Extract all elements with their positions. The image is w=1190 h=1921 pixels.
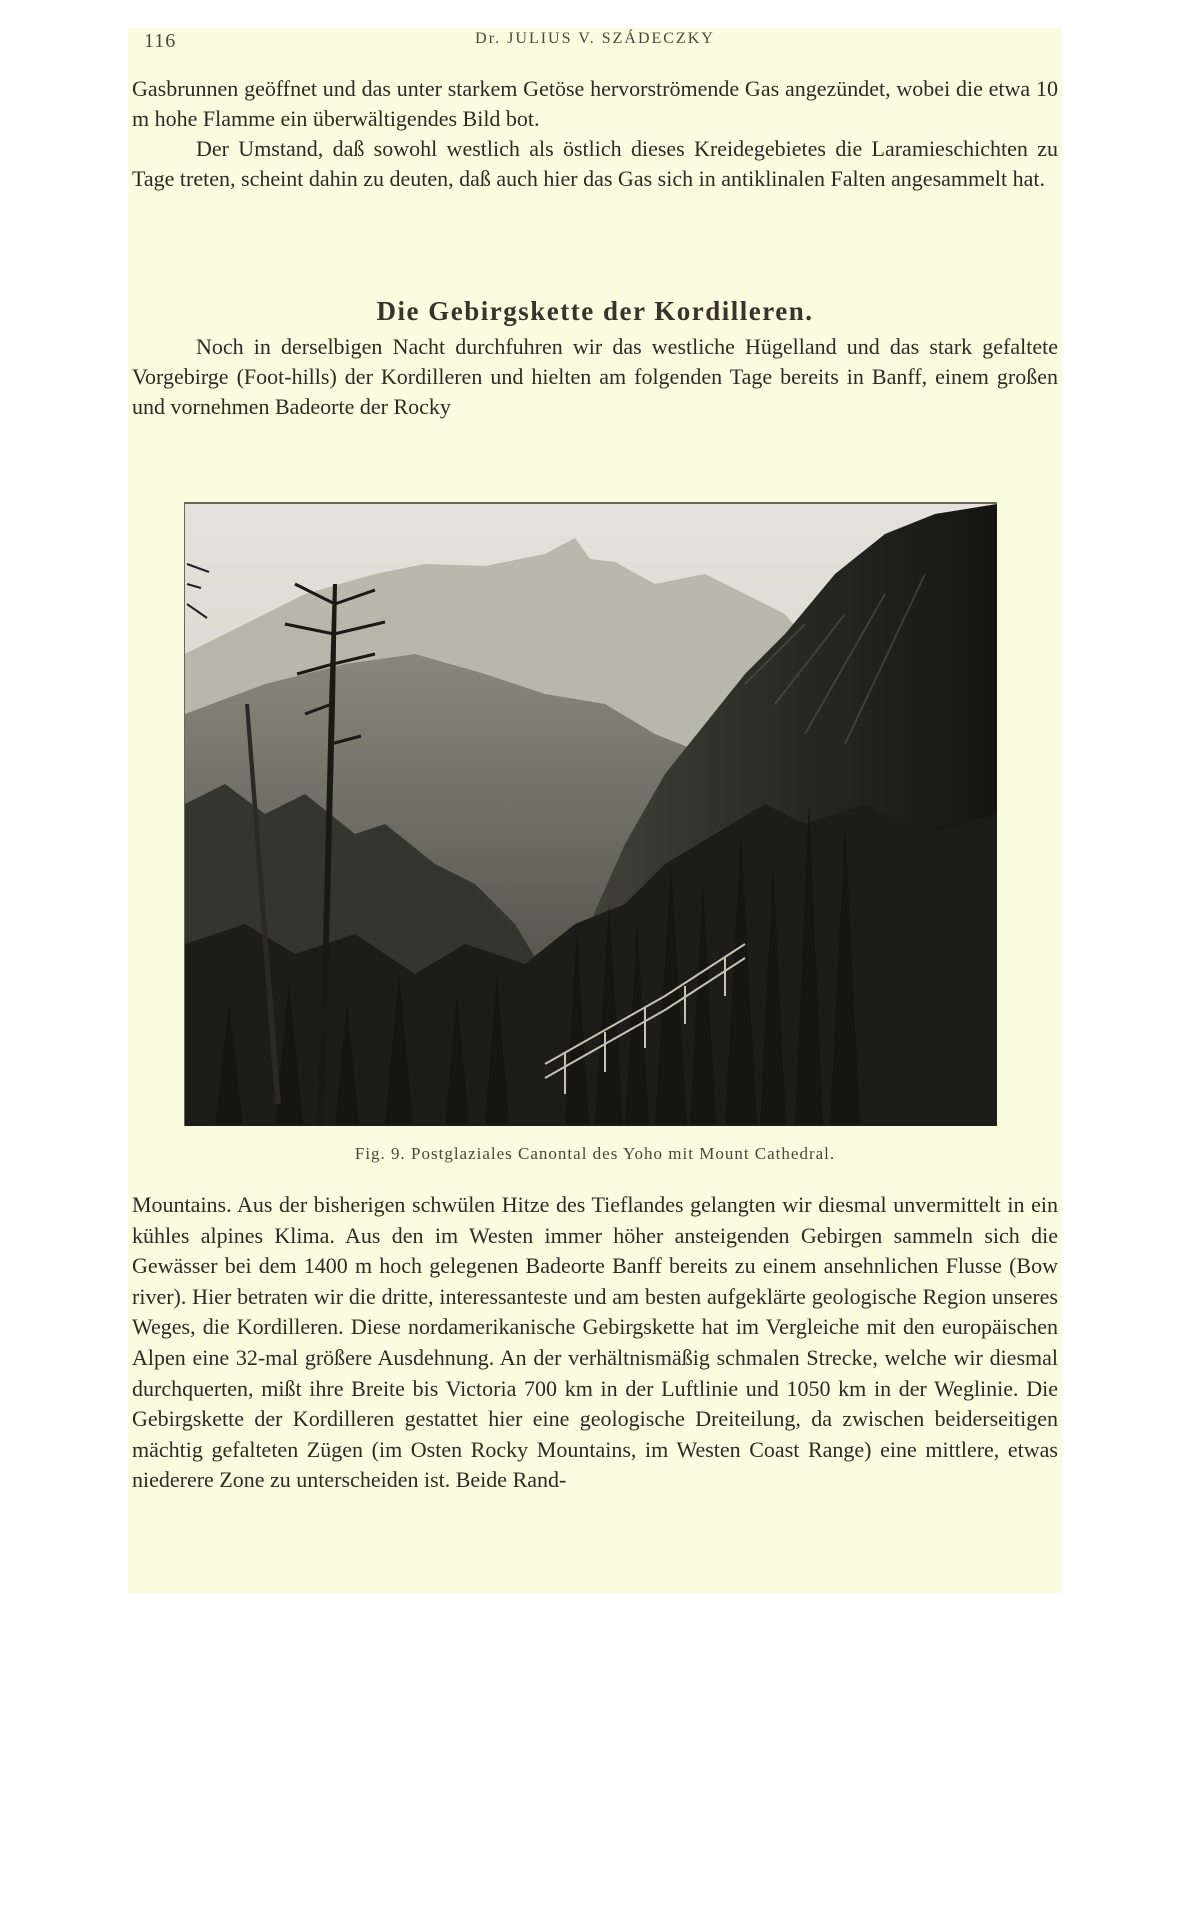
paragraph-laramie: Der Umstand, daß sowohl westlich als östlich dieses Kreidegebietes die Laramieschichten zu Tage treten, scheint dahin zu deuten, daß auch hier das Gas sich in antiklinalen Falten angesammelt hat. <box>132 136 1058 191</box>
figure-photo <box>184 502 997 1126</box>
paragraph-gas-well: Gasbrunnen geöffnet und das unter starkem Getöse hervorströmende Gas angezündet, wobei die etwa 10 m hohe Flamme ein überwältigendes Bild bot. <box>132 76 1058 131</box>
page-number: 116 <box>144 30 177 52</box>
paragraph-foothills: Noch in derselbigen Nacht durchfuhren wir das westliche Hügelland und das stark gefaltete Vorgebirge (Foot-hills) der Kordilleren und hielten am folgenden Tage bereits in Banff, einem großen und vornehmen Badeorte der Rocky <box>132 334 1058 419</box>
section-heading: Die Gebirgskette der Kordilleren. <box>376 296 814 326</box>
figure-caption: Fig. 9. Postglaziales Canontal des Yoho mit Mount Cathedral. <box>354 1144 836 1163</box>
book-page <box>128 28 1062 1593</box>
running-head: Dr. JULIUS V. SZÁDECZKY <box>475 30 715 47</box>
page-header <box>136 28 1054 62</box>
paragraph-kordilleren: Mountains. Aus der bisherigen schwülen Hitze des Tieflandes gelangten wir diesmal unvermittelt in ein kühles alpines Klima. Aus den im Westen immer höher ansteigenden Gebirgen sammeln sich die Gewässer bei dem 1400 m hoch gelegenen Badeorte Banff bereits zu einem ansehnlichen Flusse (Bow river). Hier betraten wir die dritte, interessanteste und am besten aufgeklärte geologische Region unseres Weges, die Kordilleren. Diese nordamerikanische Gebirgskette hat im Vergleiche mit den europäischen Alpen eine 32-mal größere Ausdehnung. An der verhältnismäßig schmalen Strecke, welche wir diesmal durchquerten, mißt ihre Breite bis Victoria 700 km in der Luftlinie und 1050 km in der Weglinie. Die Gebirgskette der Kordilleren gestattet hier eine geologische Dreiteilung, da zwischen beiderseitigen mächtig gefalteten Zügen (im Osten Rocky Mountains, im Westen Coast Range) eine mittlere, etwas niederere Zone zu unterscheiden ist. Beide Rand- <box>132 1192 1058 1493</box>
yoho-canyon-photo <box>185 504 997 1126</box>
